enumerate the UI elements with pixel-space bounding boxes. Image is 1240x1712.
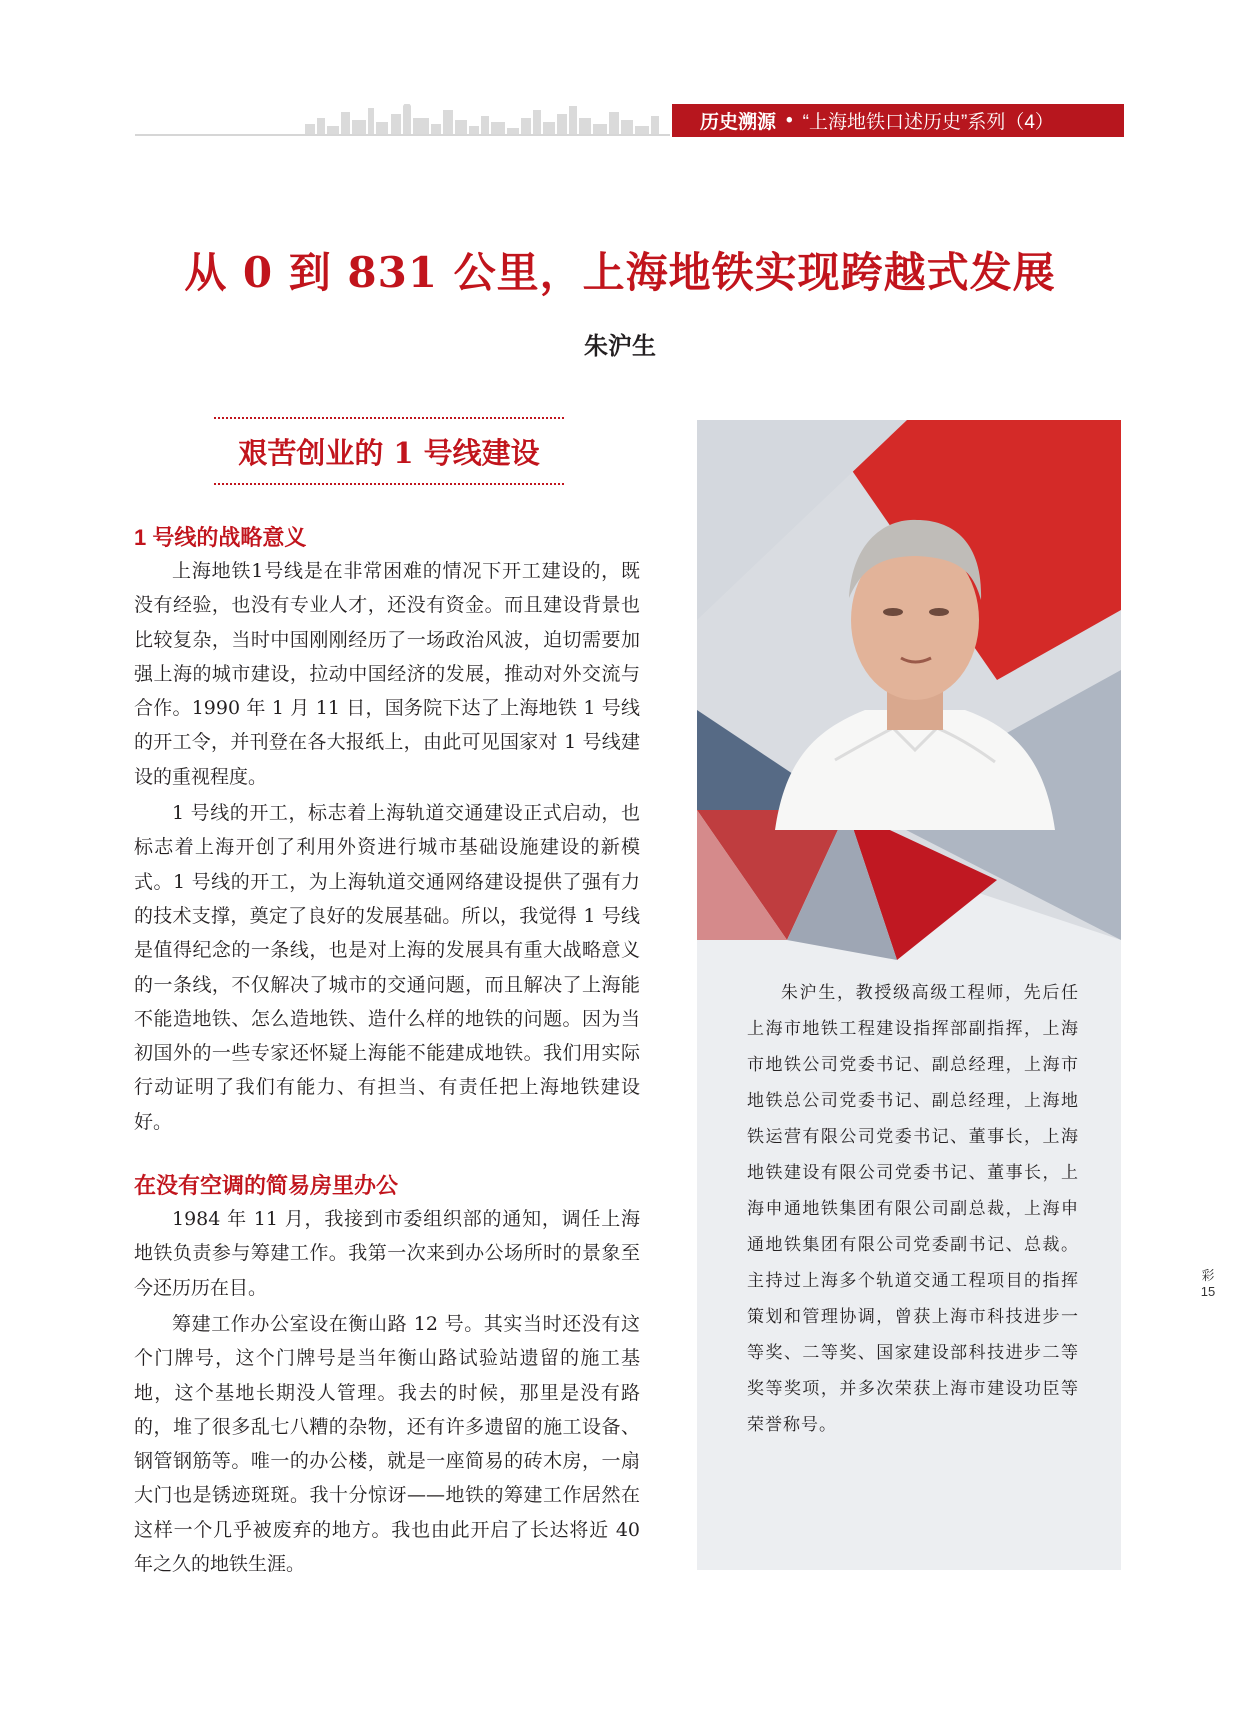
- author-profile-panel: [697, 420, 1121, 1570]
- section-name: 历史溯源: [700, 112, 777, 133]
- portrait-photo: [775, 500, 1055, 830]
- page-number: 15: [1200, 1284, 1216, 1299]
- subheading-simple-office: 在没有空调的简易房里办公: [134, 1173, 399, 1199]
- article-title: 从 0 到 831 公里，上海地铁实现跨越式发展: [184, 248, 1056, 297]
- body-paragraph: 1 号线的开工，标志着上海轨道交通建设正式启动，也标志着上海开创了利用外资进行城市基础设施建设的新模式。1 号线的开工，为上海轨道交通网络建设提供了强有力的技术支撑，奠定了良好的发展基础。所以，我觉得 1 号线是值得纪念的一条线，也是对上海的发展具有重大战略意义的一条线，不仅解决了城市的交通问题，而且解决了上海能不能造地铁、怎么造地铁、造什么样的地铁的问题。因为当初国外的一些专家还怀疑上海能不能建成地铁。我们用实际行动证明了我们有能力、有担当、有责任把上海地铁建设好。: [134, 802, 640, 1133]
- header-rule: [135, 134, 670, 136]
- body-paragraph: 上海地铁1号线是在非常困难的情况下开工建设的，既没有经验，也没有专业人才，还没有资金。而且建设背景也比较复杂，当时中国刚刚经历了一场政治风波，迫切需要加强上海的城市建设，拉动中国经济的发展，推动对外交流与合作。1990 年 1 月 11 日，国务院下达了上海地铁 1 号线的开工令，并刊登在各大报纸上，由此可见国家对 1 号线建设的重视程度。: [134, 560, 640, 788]
- article-body: [134, 417, 640, 1581]
- body-paragraph: 筹建工作办公室设在衡山路 12 号。其实当时还没有这个门牌号，这个门牌号是当年衡山路试验站遗留的施工基地，这个基地长期没人管理。我去的时候，那里是没有路的，堆了很多乱七八糟的杂物，还有许多遗留的施工设备、钢管钢筋等。唯一的办公楼，就是一座简易的砖木房，一扇大门也是锈迹斑斑。我十分惊讶——地铁的筹建工作居然在这样一个几乎被废弃的地方。我也由此开启了长达将近 40 年之久的地铁生涯。: [134, 1312, 640, 1576]
- page-marker: [1195, 1268, 1221, 1300]
- series-name: “上海地铁口述历史”系列（4）: [802, 112, 1054, 133]
- section-header-band: [672, 104, 1124, 137]
- header-separator: •: [786, 109, 793, 131]
- page-marker-label: 彩: [1201, 1268, 1215, 1283]
- author-name: 朱沪生: [584, 331, 656, 360]
- section-heading-box: [214, 417, 564, 485]
- city-skyline-icon: [135, 104, 670, 136]
- subheading-strategic-significance: 1 号线的战略意义: [134, 525, 307, 550]
- author-bio: 朱沪生，教授级高级工程师，先后任上海市地铁工程建设指挥部副指挥，上海市地铁公司党委书记、副总经理，上海市地铁总公司党委书记、副总经理，上海地铁运营有限公司党委书记、董事长，上海地铁建设有限公司党委书记、董事长，上海申通地铁集团有限公司副总裁，上海申通地铁集团有限公司党委副书记、总裁。主持过上海多个轨道交通工程项目的指挥策划和管理协调，曾获上海市科技进步一等奖、二等奖、国家建设部科技进步二等奖等奖项，并多次荣获上海市建设功臣等荣誉称号。: [747, 983, 1079, 1435]
- body-paragraph: 1984 年 11 月，我接到市委组织部的通知，调任上海地铁负责参与筹建工作。我第一次来到办公场所时的景象至今还历历在目。: [134, 1208, 640, 1299]
- section-heading: 艰苦创业的 1 号线建设: [238, 435, 540, 470]
